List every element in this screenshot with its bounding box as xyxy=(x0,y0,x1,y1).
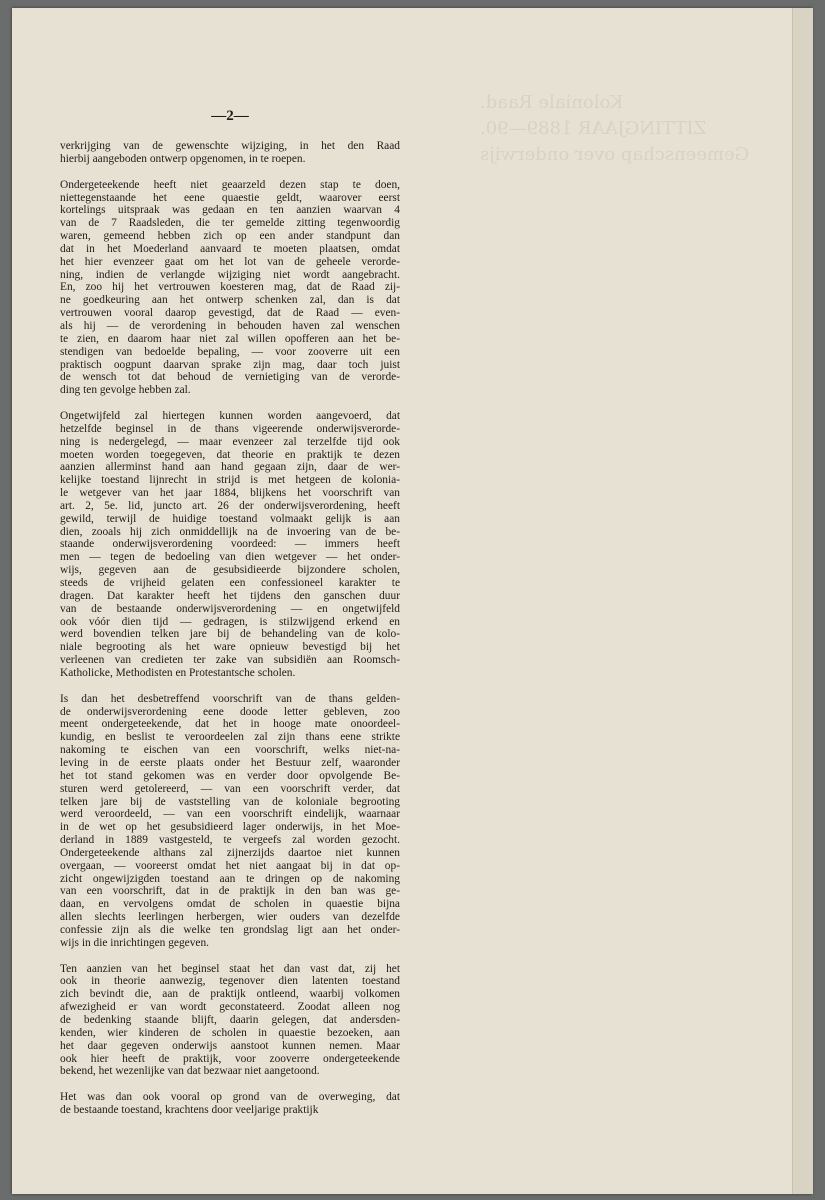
paragraph xyxy=(60,179,400,397)
text-line: ding ten gevolge hebben zal. xyxy=(60,384,191,397)
bleed-through-line: Gemeenschap over onderwijs xyxy=(480,144,750,165)
text-line: wijs, gegeven aan de gesubsidieerde bijzondere scholen, xyxy=(60,564,400,577)
text-line: ook vóór dien tijd — gedragen, is stilzwijgend erkend en xyxy=(60,615,400,628)
text-line: sturen werd getolereerd, — van een voorschrift verder, dat xyxy=(60,782,400,795)
bleed-through-text xyxy=(480,90,780,168)
text-line: het daar gegeven onderwijs aanstoot kunnen nemen. Maar xyxy=(60,1039,400,1052)
bleed-through-line: ZITTINGJAAR 1889—90. xyxy=(480,118,707,139)
text-line: leving in de eerste plaats onder het Bestuur zelf, waaronder xyxy=(60,756,400,769)
text-line: allen slechts leerlingen herbergen, wier ouders van dezelfde xyxy=(60,911,400,924)
text-line: kortelings uitspraak was gedaan en ten aanzien waarvan 4 xyxy=(60,204,400,217)
text-line: hetzelfde beginsel in de thans vigeerende onderwijsverorde- xyxy=(60,422,400,435)
text-line: van de bestaande onderwijsverordening — en ongetwijfeld xyxy=(60,602,400,615)
text-line: moeten worden toegegeven, dat theorie en praktijk te dezen xyxy=(60,448,400,461)
text-line: steeds de vrijheid gelaten een confessioneel karakter te xyxy=(60,577,400,589)
text-line: ning, indien de verlangde wijziging niet wordt aangebracht. xyxy=(60,268,400,281)
text-line: waren, gemeend hebben zich op een ander standpunt dan xyxy=(60,230,400,243)
text-line: confessie zijn als die welke ten grondslag ligt aan het onder- xyxy=(60,923,400,936)
text-line: het hier evenzeer gaat om het lot van de geheele verorde- xyxy=(60,255,400,268)
text-line: Ondergeteekende heeft niet geaarzeld dezen stap te doen, xyxy=(60,178,400,191)
text-line: niettegenstaande het eene quaestie geldt, waarover eerst xyxy=(60,191,400,204)
text-line: Is dan het desbetreffend voorschrift van de thans gelden- xyxy=(60,692,400,705)
text-line: men — tegen de bedoeling van dien wetgever — het onder- xyxy=(60,551,400,564)
text-line: niale begrooting als het ware opnieuw bevestigd bij het xyxy=(60,641,400,654)
next-sheet-edge xyxy=(792,8,813,1194)
text-line: hierbij aangeboden ontwerp opgenomen, in te roepen. xyxy=(60,152,306,165)
text-line: dragen. Dat karakter heeft het tijdens den ganschen duur xyxy=(60,589,400,602)
text-line: telken jare bij de vaststelling van de koloniale begrooting xyxy=(60,795,400,808)
text-line: ook in theorie aanwezig, tegenover dien latenten toestand xyxy=(60,975,400,988)
text-line: de bedenking staande blijft, daarin gelegen, dat andersden- xyxy=(60,1014,400,1026)
text-line: overgaan, — vooreerst omdat het niet aangaat bij in dat op- xyxy=(60,859,400,872)
text-line: kelijke toestand lijnrecht in strijd is met hetgeen de koloniа- xyxy=(60,474,400,487)
paragraph xyxy=(60,963,400,1079)
text-line: werd bovendien telken jare bij de behandeling van de kolo- xyxy=(60,628,400,641)
text-line: de onderwijsverordening eene doode letter gebleven, zoo xyxy=(60,705,400,718)
text-line: stendigen van bedoelde bepaling, — voor zooverre uit een xyxy=(60,345,400,358)
text-line: ning is nedergelegd, — maar evenzeer zal terzelfde tijd ook xyxy=(60,435,400,448)
text-line: zich bevindt die, aan de praktijk ontleend, waarbij volkomen xyxy=(60,988,400,1001)
text-line: kundig, en beslist te veroordeelen zal zijn thans eene strikte xyxy=(60,731,400,744)
text-line: afwezigheid er van wordt geconstateerd. Zoodat alleen nog xyxy=(60,1001,400,1014)
text-column xyxy=(60,140,400,1130)
text-line: art. 2, 5e. lid, juncto art. 26 der onderwijsverordening, heeft xyxy=(60,499,400,512)
text-line: aanzien allerminst hand aan hand gegaan zijn, daar de wer- xyxy=(60,461,400,474)
text-line: staande onderwijsverordening voordeed: — immers heeft xyxy=(60,538,400,551)
text-line: werd veroordeeld, — van een voorschrift eindelijk, waarnaar xyxy=(60,808,400,821)
text-line: de wensch tot dat behoud de vernietiging van de verorde- xyxy=(60,371,400,384)
text-line: bekend, het wezenlijke van dat bezwaar niet aangetoond. xyxy=(60,1065,320,1078)
text-line: van de 7 Raadsleden, die ter gemelde zitting tegenwoordig xyxy=(60,217,400,230)
paragraph xyxy=(60,1091,400,1117)
text-line: le wetgever van het jaar 1884, blijkens het voorschrift van xyxy=(60,487,400,500)
text-line: meent ondergeteekende, dat het in hooge mate onoordeel- xyxy=(60,718,400,731)
text-line: vertrouwen vooral daarop gevestigd, dat de Raad — even- xyxy=(60,307,400,320)
page-number: —2— xyxy=(211,108,249,124)
paragraph xyxy=(60,693,400,950)
text-line: daan, en vervolgens omdat de scholen in quaestie bijna xyxy=(60,898,400,911)
text-line: het tot stand gekomen was en verder door opvolgende Be- xyxy=(60,769,400,782)
paragraph xyxy=(60,140,400,166)
text-line: derland in 1889 vastgesteld, te vergeefs zal worden gezocht. xyxy=(60,834,400,847)
text-line: als hij — de verordening in behouden haven zal wenschen xyxy=(60,319,400,332)
text-line: nakoming te eischen van een voorschrift, welks niet-na- xyxy=(60,744,400,757)
text-line: dat in het Moederland aanvaard te moeten plaatsen, omdat xyxy=(60,242,400,255)
text-line: in de wet op het gesubsidieerd lager onderwijs, in het Moe- xyxy=(60,821,400,834)
text-line: van een voorschrift, dat in de praktijk in den ban was ge- xyxy=(60,885,400,898)
text-line: de bestaande toestand, krachtens door veeljarige praktijk xyxy=(60,1104,319,1117)
text-line: verleenen van credieten ter zake van subsidiën aan Roomsch- xyxy=(60,654,400,667)
text-line: gewild, terwijl de huidige toestand volmaakt gelijk is aan xyxy=(60,512,400,525)
bleed-through-line: Koloniale Raad. xyxy=(480,92,624,113)
text-line: praktisch oogpunt daarvan sprake zijn mag, daar toch juist xyxy=(60,358,400,371)
text-line: Ondergeteekende althans zal zijnerzijds daartoe niet kunnen xyxy=(60,846,400,859)
text-line: ne goedkeuring aan het ontwerp schenken zal, dan is dat xyxy=(60,294,400,307)
text-line: zicht ongewijzigden toestand aan te dringen op de nakoming xyxy=(60,872,400,885)
text-line: Ten aanzien van het beginsel staat het dan vast dat, zij het xyxy=(60,962,400,975)
text-line: kenden, wier kinderen de scholen in quaestie bezoeken, aan xyxy=(60,1026,400,1039)
text-line: verkrijging van de gewenschte wijziging, in het den Raad xyxy=(60,140,400,152)
text-line: Ongetwijfeld zal hiertegen kunnen worden aangevoerd, dat xyxy=(60,410,400,423)
text-line: Katholicke, Methodisten en Protestantsche scholen. xyxy=(60,666,296,679)
text-line: wijs in die inrichtingen gegeven. xyxy=(60,936,209,949)
text-line: En, zoo hij het vertrouwen koesteren mag, dat de Raad zij- xyxy=(60,281,400,294)
text-line: ook hier heeft de praktijk, voor zooverre ondergeteekende xyxy=(60,1052,400,1065)
paragraph xyxy=(60,410,400,680)
text-line: Het was dan ook vooral op grond van de overweging, dat xyxy=(60,1091,400,1104)
text-line: te zien, en daarom haar niet zal willen opofferen aan het be- xyxy=(60,332,400,345)
text-line: dien, zooals hij zich onmiddellijk na de invoering van de be- xyxy=(60,525,400,538)
